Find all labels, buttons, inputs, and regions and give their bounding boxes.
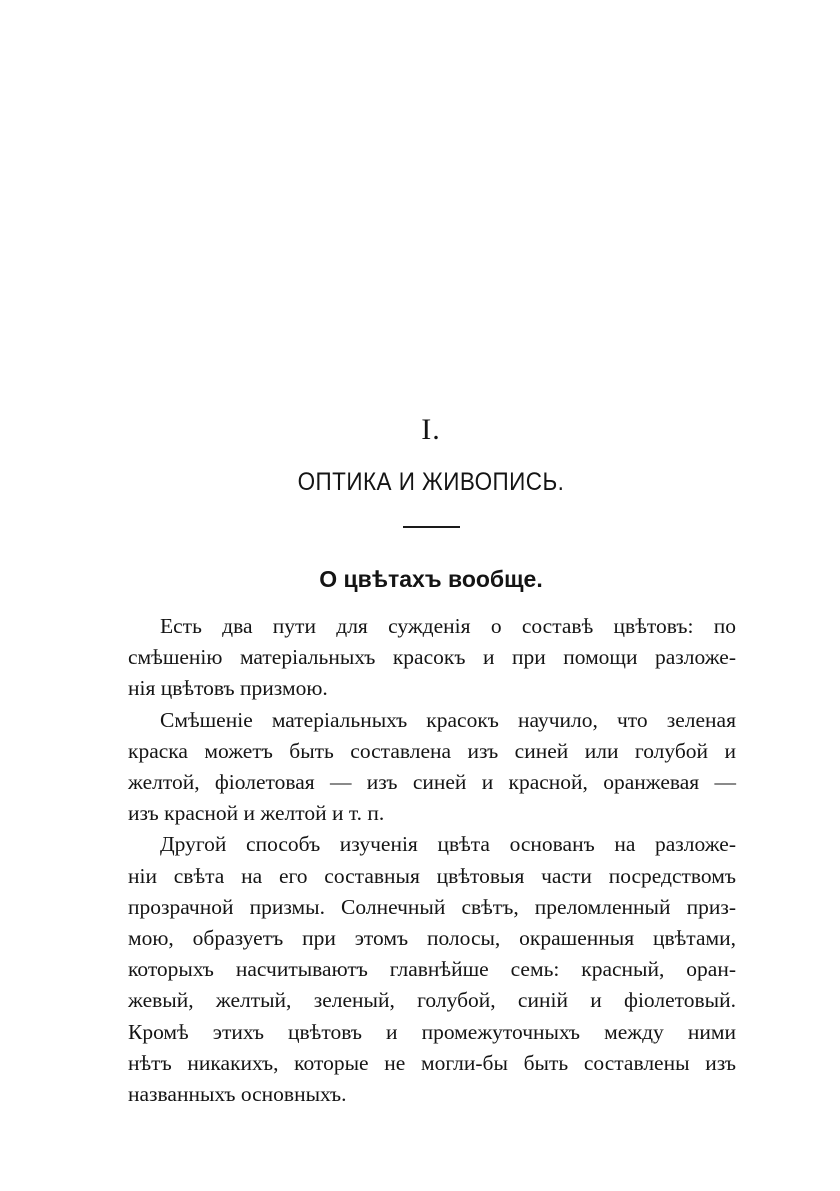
paragraph-3 (128, 829, 736, 1110)
text-line: мою, образуетъ при этомъ полосы, окрашенныя цвѣтами, (128, 926, 736, 951)
chapter-number: I. (421, 413, 441, 446)
text-line: нѣтъ никакихъ, которые не могли-бы быть составлены изъ (128, 1050, 736, 1075)
chapter-title: ОПТИКА И ЖИВОПИСЬ. (297, 468, 565, 496)
text-line: прозрачной призмы. Солнечный свѣтъ, преломленный приз- (128, 894, 736, 919)
text-line: Есть два пути для сужденія о составѣ цвѣтовъ: по (160, 614, 736, 638)
title-rule (403, 526, 460, 528)
body-text (128, 611, 736, 1110)
text-line: Другой способъ изученія цвѣта основанъ на разложе- (160, 832, 736, 857)
text-line: Кромѣ этихъ цвѣтовъ и промежуточныхъ между ними (128, 1019, 736, 1044)
text-line: смѣшенію матеріальныхъ красокъ и при помощи разложе- (128, 645, 736, 670)
text-line: желтой, фіолетовая — изъ синей и красной, оранжевая — (128, 770, 736, 795)
text-line: краска можетъ быть составлена изъ синей или голубой и (128, 738, 736, 763)
text-line: которыхъ насчитываютъ главнѣйше семь: красный, оран- (128, 957, 736, 982)
section-title: О цвѣтахъ вообще. (319, 566, 543, 592)
text-line: нія цвѣтовъ призмою. (128, 676, 328, 701)
paragraph-2 (128, 705, 736, 830)
text-line: изъ красной и желтой и т. п. (128, 801, 385, 826)
text-line: Смѣшеніе матеріальныхъ красокъ научило, что зеленая (160, 707, 736, 732)
paragraph-1 (128, 611, 736, 705)
text-line: жевый, желтый, зеленый, голубой, синій и фіолетовый. (128, 988, 736, 1013)
text-line: ніи свѣта на его составныя цвѣтовыя части посредствомъ (128, 863, 736, 888)
text-line: названныхъ основныхъ. (128, 1082, 347, 1107)
